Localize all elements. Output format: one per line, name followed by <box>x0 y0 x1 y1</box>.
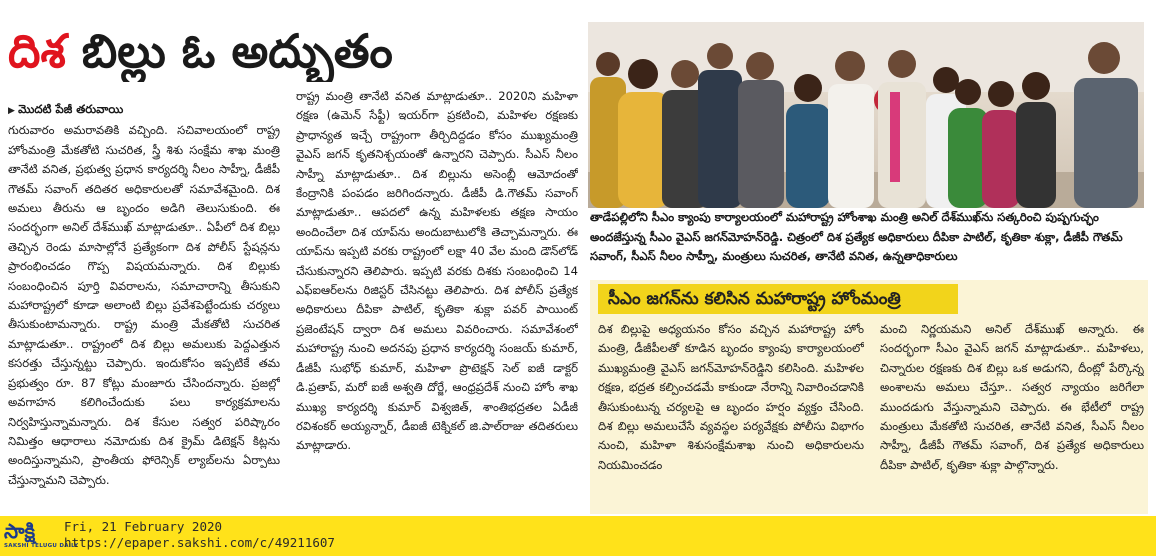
sakshi-logo-subtitle: SAKSHI TELUGU DAILY <box>4 543 79 549</box>
photo-caption: తాడేపల్లిలోని సీఎం క్యాంపు కార్యాలయంలో మహారాష్ట్ర హోంశాఖ మంత్రి అనిల్ దేశ్‌ముఖ్‌ను సత్కరించి పుష్పగుచ్ఛం అందజేస్తున్న సీఎం వైఎస్ జగన్‌మోహన్‌రెడ్డి. చిత్రంలో దిశ ప్రత్యేక అధికారులు దీపికా పాటిల్, కృతికా శుక్లా, డీజీపీ గౌతమ్ సవాంగ్, సీఎస్ నీలం సాహ్నీ, మంత్రులు సుచరిత, తానేటి వనిత, ఉన్నతాధికారులు <box>590 210 1123 264</box>
sakshi-logo: సాక్షి <box>4 519 36 543</box>
news-photo <box>588 22 1144 208</box>
headline-rest: బిల్లు ఓ అద్భుతం <box>81 24 393 78</box>
continued-label: ▶ మొదటి పేజీ తరువాయి <box>8 100 280 121</box>
sidebox-column-a <box>598 320 864 512</box>
article-column-1 <box>8 100 280 514</box>
article-column-2 <box>296 87 578 514</box>
headline-highlight: దిశ <box>8 24 66 78</box>
epaper-link[interactable]: https://epaper.sakshi.com/c/49211607 <box>64 535 335 550</box>
headline <box>8 20 578 82</box>
sidebox-column-b <box>880 320 1144 512</box>
publication-date: Fri, 21 February 2020 <box>64 519 223 534</box>
article-text-col1: గురువారం అమరావతికి వచ్చింది. సచివాలయంలో రాష్ట్ర హోంమంత్రి మేకతోటి సుచరిత, స్త్రీ శిశు సంక్షేమ శాఖ మంత్రి తానేటి వనిత, ప్రభుత్వ ప్రధాన కార్యదర్శి నీలం సాహ్నీ, డీజీపీ గౌతమ్ సవాంగ్ తదితర అధికారులతో సమావేశమైంది. దిశ అమలు తీరును ఆ బృందం అడిగి తెలుసుకుంది. ఈ సందర్భంగా అనిల్ దేశ్‌ముఖ్ మాట్లాడుతూ.. ఏపీలో దిశ బిల్లు తెచ్చిన రెండు మాసాల్లోనే ప్రత్యేకంగా దిశ పోలీస్ స్టేషన్లను ప్రారంభించడం గొప్ప విషయమన్నారు. దిశ బిల్లుకు సంబంధించిన పూర్తి వివరాలను, సమాచారాన్ని తీసుకుని మహారాష్ట్రలో కూడా అలాంటి బిల్లు ప్రవేశపెట్టేందుకు చర్యలు తీసుకుంటామన్నారు. రాష్ట్ర మంత్రి మేకతోటి సుచరిత మాట్లాడుతూ.. రాష్ట్రంలో దిశ బిల్లు అమలుకు పెద్దఎత్తున కసరత్తు చేస్తున్నట్టు చెప్పారు. ఇందుకోసం ఇప్పటికే తమ ప్రభుత్వం రూ. 87 కోట్లు మంజూరు చేసిందన్నారు. ప్రజల్లో అవగాహన కలిగించేందుకు పలు కార్యక్రమాలను నిర్వహిస్తున్నామన్నారు. దిశ కేసుల సత్వర పరిష్కారం నిమిత్తం ఆధారాలు నమోదుకు దిశ క్రైమ్ డిటెక్షన్ కిట్లను అందిస్తున్నామని, ప్రాంతీయ ఫోరెన్సిక్ ల్యాబ్‌లను ఏర్పాటు చేస్తున్నామని చెప్పారు. <box>8 123 280 487</box>
sidebox-text-a: దిశ బిల్లుపై అధ్యయనం కోసం వచ్చిన మహారాష్ట్ర హోం మంత్రి, డీజీపీలతో కూడిన బృందం క్యాంపు కార్యాలయంలో ముఖ్యమంత్రి వైఎస్ జగన్‌మోహన్‌రెడ్డిని కలిసింది. మహిళల రక్షణ, భద్రత కల్పించడమే కాకుండా నేరాన్ని నివారించడానికి తీసుకుంటున్న చర్యలపై ఆ బృందం హర్షం వ్యక్తం చేసింది. దిశ బిల్లు అమలుచేసే వ్యవస్థల పర్యవేక్షకు పోలీసు విభాగం నుంచి, మహిళా శిశుసంక్షేమశాఖ నుంచి అధికారులను నియమించడం <box>598 322 864 472</box>
sidebox-text-b: మంచి నిర్ణయమని అనిల్ దేశ్‌ముఖ్ అన్నారు. ఈ సందర్భంగా సీఎం వైఎస్ జగన్ మాట్లాడుతూ.. మహిళలు, చిన్నారుల రక్షణకు దిశ బిల్లు ఒక అడుగని, దీంట్లో పేర్కొన్న అంశాలను అమలు చేస్తూ.. సత్వర న్యాయం జరిగేలా ముందడుగు వేస్తున్నామని చెప్పారు. ఈ భేటీలో రాష్ట్ర మంత్రులు మేకతోటి సుచరిత, తానేటి వనిత, సీఎస్ నీలం సాహ్నీ, డీజీపీ గౌతమ్ సవాంగ్, దిశ ప్రత్యేక అధికారులు దీపికా పాటిల్, కృతికా శుక్లా పాల్గొన్నారు. <box>880 322 1144 472</box>
photo-scene <box>588 22 1144 208</box>
sidebox-title: సీఎం జగన్‌ను కలిసిన మహారాష్ట్ర హోంమంత్రి <box>598 284 958 314</box>
article-text-col2: రాష్ట్ర మంత్రి తానేటి వనిత మాట్లాడుతూ.. 2020ని మహిళా రక్షణ (ఉమెన్ సేఫ్టీ) ఇయర్‌గా ప్రకటించి, మహిళల రక్షణకు ప్రాధాన్యత ఇచ్చే రాష్ట్రంగా తీర్చిదిద్దడం కోసం ముఖ్యమంత్రి వైఎస్ జగన్ కృతనిశ్చయంతో ఉన్నారని చెప్పారు. సీఎస్ నీలం సాహ్నీ మాట్లాడుతూ.. దిశ బిల్లును అసెంబ్లీ ఆమోదంతో కేంద్రానికి పంపడం జరిగిందన్నారు. డీజీపీ డి.గౌతమ్ సవాంగ్ మాట్లాడుతూ.. ఆపదలో ఉన్న మహిళలకు తక్షణ సాయం అందించేలా దిశ యాప్‌ను అందుబాటులోకి తెచ్చామన్నారు. ఈ యాప్‌ను ఇప్పటి వరకు రాష్ట్రంలో లక్షా 40 వేల మంది డౌన్‌లోడ్ చేసుకున్నారని తెలిపారు. ఇప్పటి వరకు దిశకు సంబంధించి 14 ఎఫ్ఐఆర్‌లను రిజిస్టర్ చేసినట్టు తెలిపారు. దిశ పోలీస్ ప్రత్యేక అధికారులు దీపికా పాటిల్, కృతికా శుక్లా పవర్ పాయింట్ ప్రజెంటేషన్ ద్వారా దిశ అమలు వివరించారు. సమావేశంలో మహారాష్ట్ర నుంచి అదనపు ప్రధాన కార్యదర్శి సంజయ్ కుమార్, డీజీపీ సుభోధ్ కుమార్, మహిళా ప్రొటెక్షన్ సెల్ ఐజీ డాక్టర్ డి.ప్రతాప్, మరో ఐజీ అశ్వతి దోర్జే, ఆంధ్రప్రదేశ్ నుంచి హోం శాఖ ముఖ్య కార్యదర్శి కుమార్ విశ్వజిత్, శాంతిభద్రతల ఏడీజీ రవిశంకర్ అయ్యన్నార్, డీఐజీ టెక్నికల్ జి.పాల్‌రాజు తదితరులు మాట్లాడారు. <box>296 89 578 453</box>
